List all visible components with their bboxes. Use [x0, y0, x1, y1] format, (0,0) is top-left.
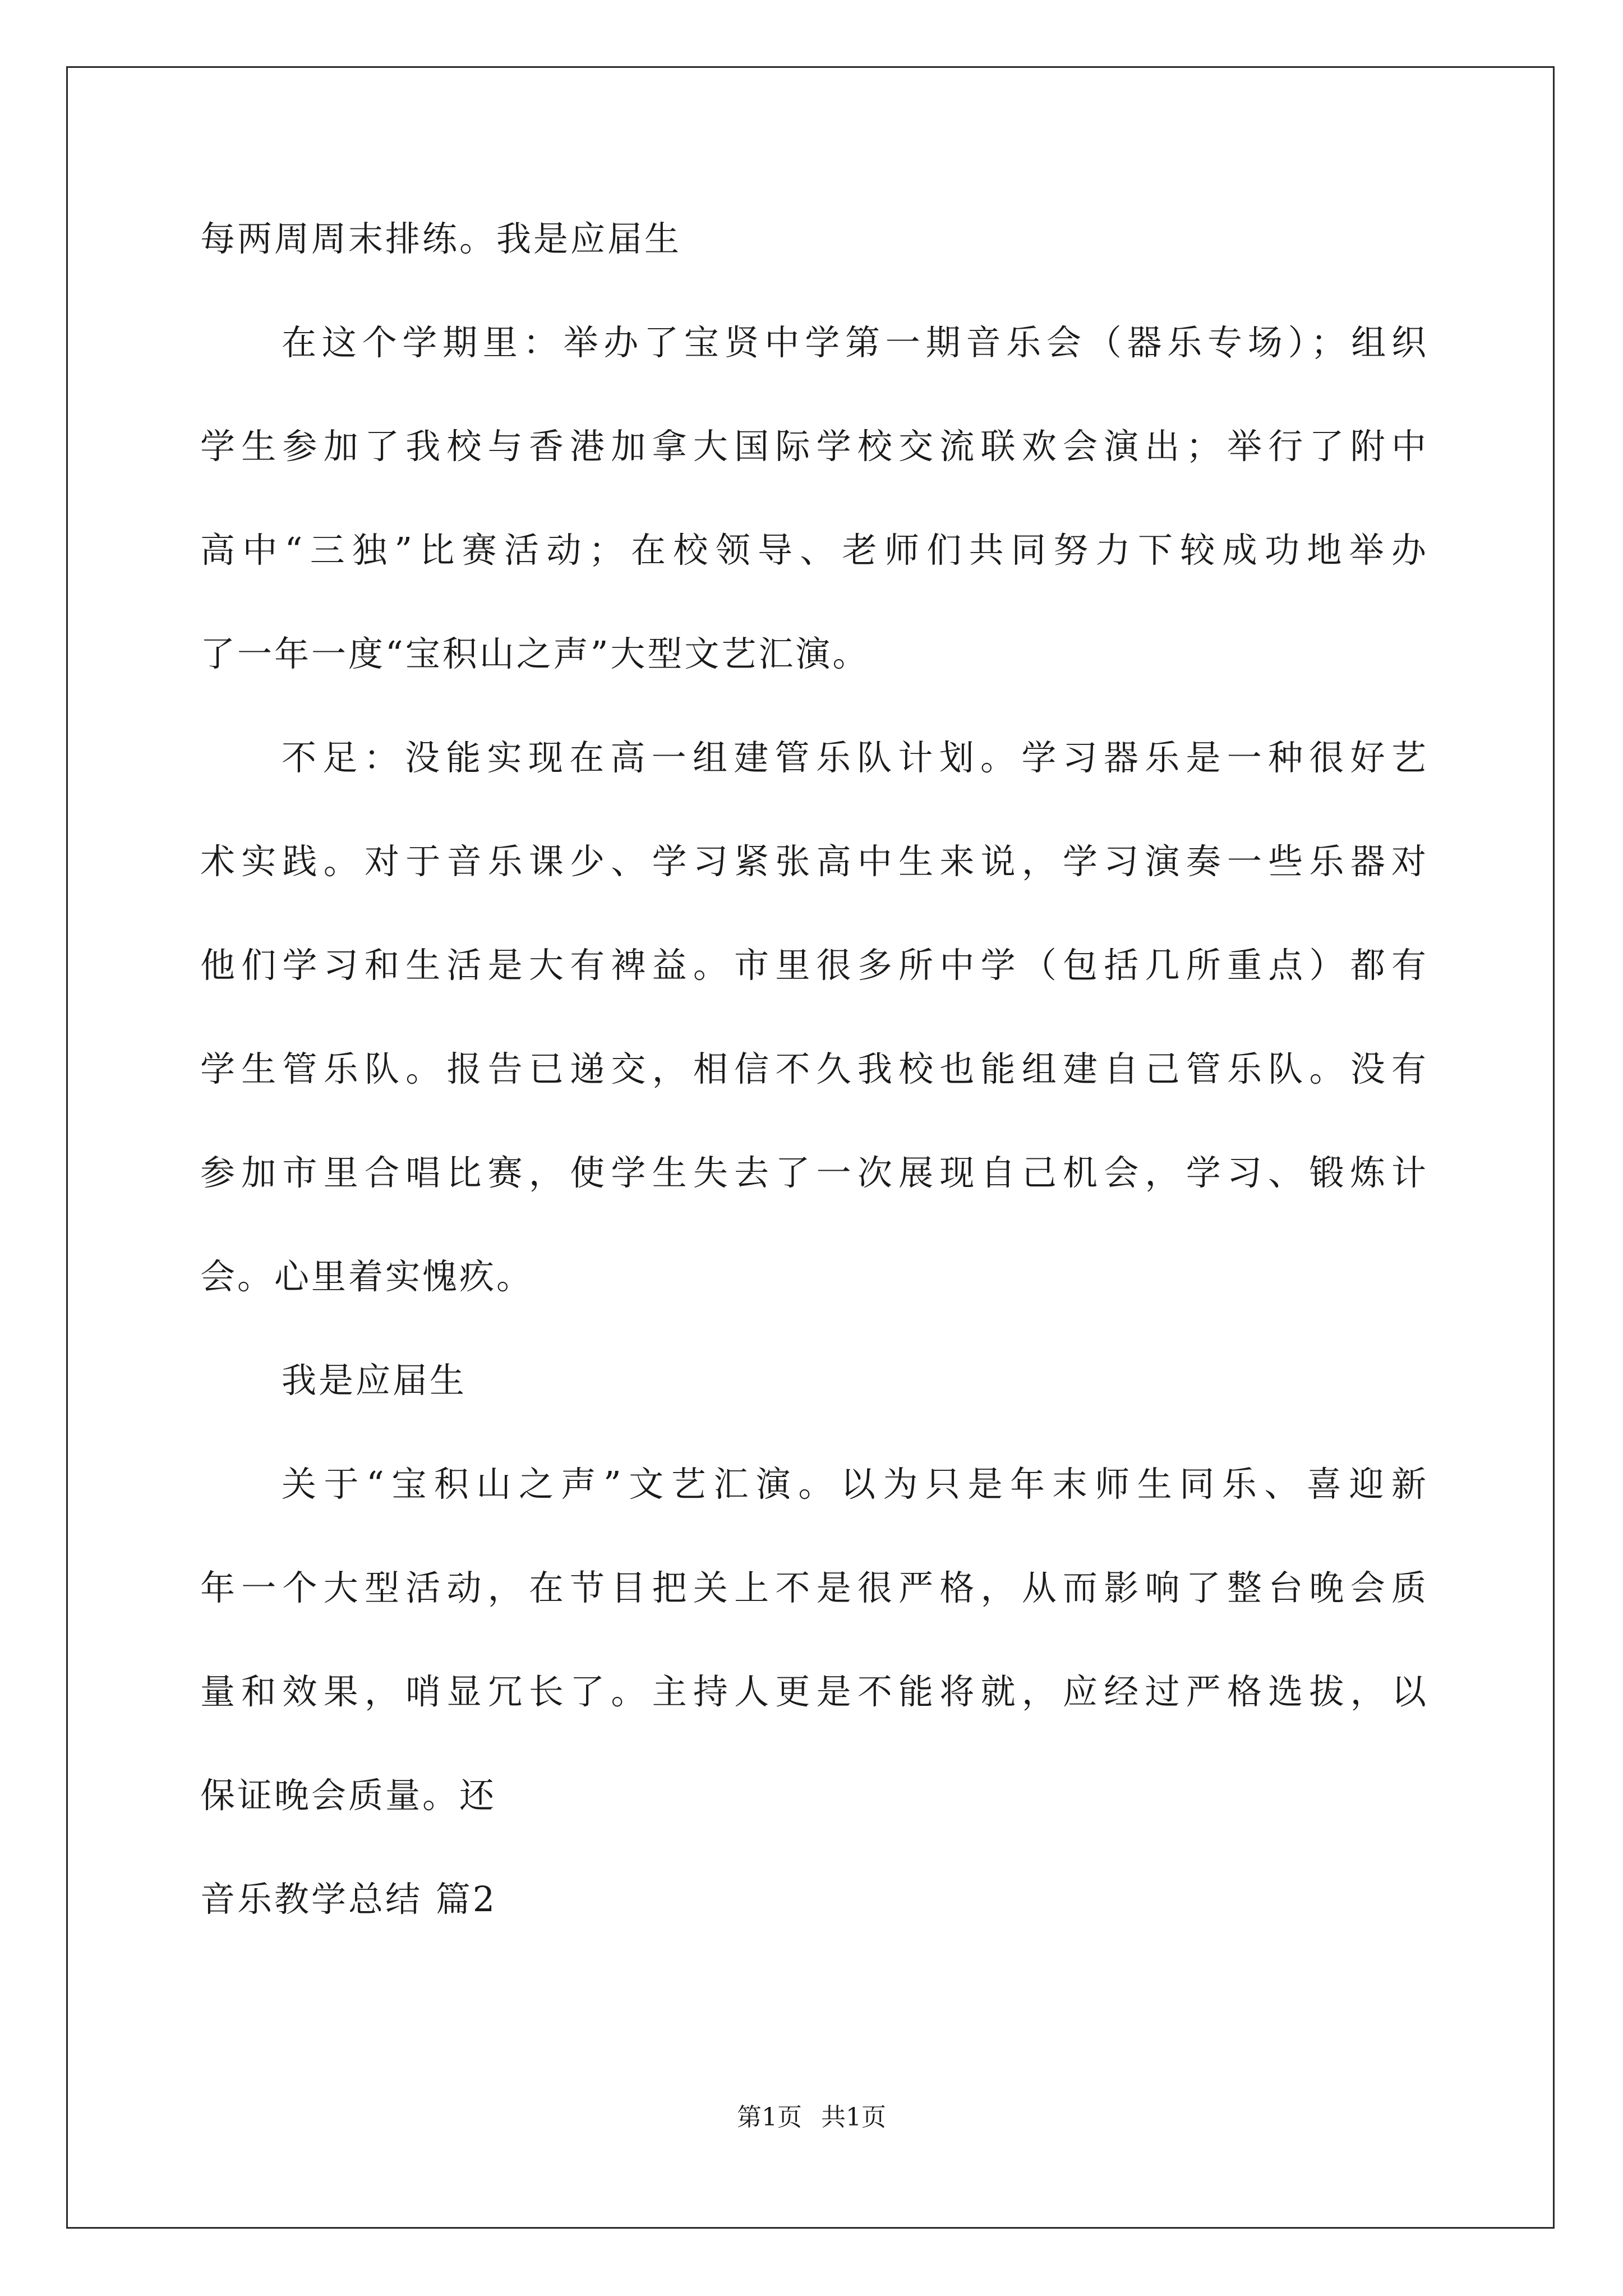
paragraph-line: 了一年一度“宝积山之声”大型文艺汇演。	[200, 633, 870, 674]
paragraph-line: 量和效果，哨显冗长了。主持人更是不能将就，应经过严格选拔，以	[200, 1671, 1428, 1712]
paragraph-line: 每两周周末排练。我是应届生	[200, 218, 682, 259]
section-heading: 音乐教学总结 篇2	[200, 1879, 497, 1920]
page-footer	[0, 2101, 1623, 2134]
page-number: 第1页	[737, 2103, 802, 2132]
paragraph-line: 学生参加了我校与香港加拿大国际学校交流联欢会演出；举行了附中	[200, 426, 1428, 467]
paragraph-line: 年一个大型活动，在节目把关上不是很严格，从而影响了整台晚会质	[200, 1567, 1428, 1608]
paragraph-line: 术实践。对于音乐课少、学习紧张高中生来说，学习演奏一些乐器对	[200, 841, 1428, 882]
paragraph-line: 学生管乐队。报告已递交，相信不久我校也能组建自己管乐队。没有	[200, 1048, 1428, 1089]
paragraph-line: 不足：没能实现在高一组建管乐队计划。学习器乐是一种很好艺	[282, 737, 1428, 778]
paragraph-line: 会。心里着实愧疚。	[200, 1256, 534, 1297]
paragraph-line: 关于“宝积山之声”文艺汇演。以为只是年末师生同乐、喜迎新	[282, 1464, 1428, 1504]
paragraph-line: 在这个学期里：举办了宝贤中学第一期音乐会（器乐专场）；组织	[282, 322, 1428, 363]
paragraph-line: 我是应届生	[282, 1360, 467, 1401]
document-body	[200, 213, 1428, 1925]
paragraph-line: 保证晚会质量。还	[200, 1775, 497, 1816]
paragraph-line: 高中“三独”比赛活动；在校领导、老师们共同努力下较成功地举办	[200, 530, 1428, 570]
paragraph-line: 参加市里合唱比赛，使学生失去了一次展现自己机会，学习、锻炼计	[200, 1152, 1428, 1193]
page-total: 共1页	[821, 2103, 886, 2132]
paragraph-line: 他们学习和生活是大有裨益。市里很多所中学（包括几所重点）都有	[200, 945, 1428, 986]
